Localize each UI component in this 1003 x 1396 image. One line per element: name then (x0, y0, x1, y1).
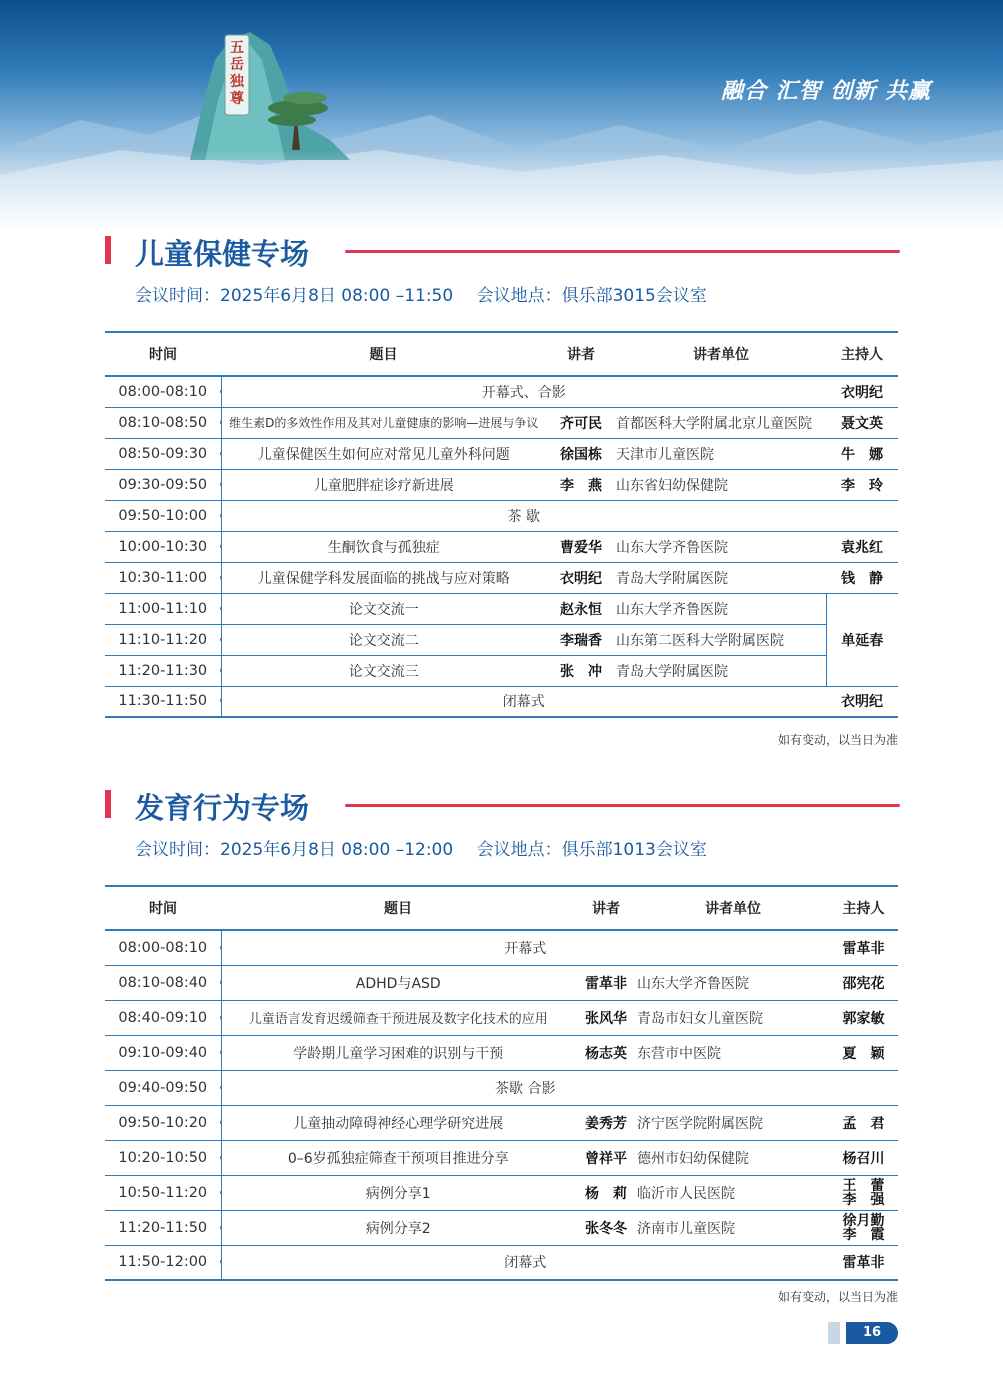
row-host: 单延春 (826, 593, 898, 686)
row-time: 11:00-11:10 (105, 593, 221, 624)
row-host: 邵宪花 (842, 975, 885, 992)
row-time: 11:50-12:00 (105, 1245, 221, 1280)
row-time: 10:50-11:20 (105, 1175, 221, 1210)
table-row (105, 624, 898, 655)
row-unit: 山东大学齐鲁医院 (637, 975, 749, 992)
table-row (105, 1105, 898, 1140)
row-speaker: 杨 莉 (585, 1185, 627, 1202)
row-time: 09:50-10:20 (105, 1105, 221, 1140)
row-speaker: 姜秀芳 (585, 1115, 627, 1132)
row-speaker: 曾祥平 (585, 1150, 627, 1167)
row-host: 郭家敏 (842, 1010, 885, 1027)
section-header-1 (105, 232, 900, 272)
row-time: 08:50-09:30 (105, 438, 221, 469)
meeting-venue: 会议地点：俱乐部1013会议室 (476, 840, 707, 860)
row-time: 10:00-10:30 (105, 531, 221, 562)
schedule-table-1 (105, 331, 898, 718)
page-number-badge (828, 1322, 898, 1344)
row-time: 11:30-11:50 (105, 686, 221, 717)
section-divider (345, 804, 900, 807)
row-host: 袁兆红 (841, 539, 883, 556)
row-time: 09:30-09:50 (105, 469, 221, 500)
row-time: 09:50-10:00 (105, 500, 221, 531)
table-row (105, 593, 898, 624)
row-speaker: 张 冲 (560, 663, 602, 680)
section-accent-bar (105, 236, 111, 264)
section-meta-1 (135, 281, 725, 306)
table-row (105, 965, 898, 1000)
column-header-speaker: 讲者 (567, 347, 595, 363)
row-speaker: 张冬冬 (585, 1220, 627, 1237)
table-row (105, 1035, 898, 1070)
table-row (105, 500, 898, 531)
row-unit: 首都医科大学附属北京儿童医院 (616, 415, 812, 432)
row-host (829, 1210, 898, 1245)
row-speaker: 杨志英 (585, 1045, 627, 1062)
row-host: 李 玲 (841, 477, 883, 494)
logo-stele-text: 五岳独尊 (230, 40, 244, 107)
section-accent-bar (105, 790, 111, 818)
row-host: 杨召川 (842, 1150, 885, 1167)
column-header-speaker: 讲者 (592, 901, 620, 917)
row-topic: 茶 歇 (507, 508, 540, 525)
row-unit: 山东省妇幼保健院 (616, 477, 728, 494)
row-host (829, 1070, 898, 1105)
row-topic: 儿童保健医生如何应对常见儿童外科问题 (257, 446, 510, 463)
table-row (105, 686, 898, 717)
table-row (105, 655, 898, 686)
table-row (105, 1140, 898, 1175)
row-time: 08:00-08:10 (105, 930, 221, 965)
row-topic: 儿童抽动障碍神经心理学研究进展 (293, 1115, 504, 1132)
host-name: 李 强 (842, 1191, 885, 1208)
row-topic: 维生素D的多效性作用及其对儿童健康的影响—进展与争议 (229, 416, 539, 430)
row-time: 08:40-09:10 (105, 1000, 221, 1035)
row-topic: 茶歇 合影 (495, 1080, 556, 1097)
column-header-host: 主持人 (841, 347, 883, 363)
row-topic: 病例分享1 (365, 1185, 431, 1202)
host-name: 王 蕾 (842, 1177, 885, 1194)
row-unit: 天津市儿童医院 (616, 446, 714, 463)
row-host: 衣明纪 (841, 694, 883, 711)
row-unit: 山东大学齐鲁医院 (616, 539, 728, 556)
section-title: 儿童保健专场 (135, 237, 310, 271)
row-unit: 青岛市妇女儿童医院 (637, 1010, 763, 1027)
row-time: 08:00-08:10 (105, 376, 221, 407)
column-header-host: 主持人 (842, 901, 885, 917)
row-time: 11:10-11:20 (105, 624, 221, 655)
row-speaker: 衣明纪 (560, 570, 602, 587)
row-topic: 儿童肥胖症诊疗新进展 (313, 477, 454, 494)
table-row (105, 438, 898, 469)
row-unit: 临沂市人民医院 (637, 1185, 735, 1202)
row-speaker: 赵永恒 (560, 601, 602, 618)
row-unit: 东营市中医院 (637, 1045, 721, 1062)
slogan: 融合 汇智 创新 共赢 (721, 79, 931, 104)
row-topic: 论文交流二 (348, 632, 419, 649)
row-unit: 青岛大学附属医院 (616, 663, 728, 680)
row-time: 08:10-08:40 (105, 965, 221, 1000)
table-row (105, 1175, 898, 1210)
table-header-row (105, 886, 898, 930)
table-row (105, 1070, 898, 1105)
row-speaker: 徐国栋 (560, 446, 602, 463)
column-header-unit: 讲者单位 (705, 901, 761, 917)
row-unit: 青岛大学附属医院 (616, 570, 728, 587)
row-unit: 德州市妇幼保健院 (637, 1150, 749, 1167)
row-topic: 开幕式、合影 (481, 384, 566, 401)
table-row (105, 407, 898, 438)
row-speaker: 张风华 (585, 1010, 627, 1027)
row-speaker: 曹爱华 (560, 539, 602, 556)
change-notice: 如有变动，以当日为准 (777, 1290, 898, 1304)
table-row (105, 1210, 898, 1245)
row-topic: ADHD与ASD (355, 975, 441, 992)
section-header-2 (105, 786, 900, 826)
row-time: 11:20-11:50 (105, 1210, 221, 1245)
row-unit: 济南市儿童医院 (637, 1220, 735, 1237)
row-host (829, 1175, 898, 1210)
row-topic: 闭幕式 (502, 694, 545, 711)
row-host: 钱 静 (841, 570, 883, 587)
row-topic: 生酮饮食与孤独症 (327, 539, 440, 556)
row-topic: 闭幕式 (504, 1255, 547, 1272)
row-topic: 儿童语言发育迟缓筛查干预进展及数字化技术的应用 (248, 1012, 548, 1027)
row-speaker: 齐可民 (560, 415, 602, 432)
table-row (105, 1245, 898, 1280)
page-tab-marker (828, 1322, 840, 1344)
host-name: 李 霞 (842, 1226, 885, 1243)
row-topic: 病例分享2 (365, 1220, 431, 1237)
host-name: 徐月勤 (842, 1212, 885, 1229)
row-host: 衣明纪 (841, 384, 883, 401)
section-title: 发育行为专场 (135, 791, 310, 825)
mountain-landscape-illustration (0, 0, 1003, 230)
row-unit: 山东大学齐鲁医院 (616, 601, 728, 618)
meeting-time: 会议时间：2025年6月8日 08:00 –12:00 (135, 840, 454, 860)
column-header-topic: 题目 (369, 347, 398, 363)
schedule-table-2 (105, 885, 898, 1281)
table-row (105, 562, 898, 593)
table-row (105, 930, 898, 965)
column-header-time: 时间 (149, 901, 177, 917)
column-header-time: 时间 (149, 347, 177, 363)
row-speaker: 雷革非 (585, 975, 627, 992)
row-host: 牛 娜 (841, 446, 883, 463)
table-row (105, 469, 898, 500)
row-host: 孟 君 (842, 1115, 885, 1132)
table-header-row (105, 332, 898, 376)
row-topic: 学龄期儿童学习困难的识别与干预 (293, 1045, 504, 1062)
meeting-time: 会议时间：2025年6月8日 08:00 –11:50 (135, 286, 454, 306)
section-divider (345, 250, 900, 253)
row-unit: 济宁医学院附属医院 (637, 1115, 763, 1132)
row-time: 08:10-08:50 (105, 407, 221, 438)
header-banner (0, 0, 1003, 230)
row-host: 雷革非 (842, 940, 885, 957)
row-host: 夏 颖 (842, 1045, 885, 1062)
row-time: 10:20-10:50 (105, 1140, 221, 1175)
row-unit: 山东第二医科大学附属医院 (616, 632, 784, 649)
row-topic: 论文交流一 (348, 601, 419, 618)
column-header-topic: 题目 (384, 901, 412, 917)
table-row (105, 376, 898, 407)
row-host (826, 500, 898, 531)
meeting-venue: 会议地点：俱乐部3015会议室 (476, 286, 707, 306)
row-time: 11:20-11:30 (105, 655, 221, 686)
table-row (105, 1000, 898, 1035)
row-topic: 0–6岁孤独症筛查干预项目推进分享 (287, 1150, 509, 1167)
row-topic: 儿童保健学科发展面临的挑战与应对策略 (257, 570, 510, 587)
page-number: 16 (846, 1322, 898, 1344)
column-header-unit: 讲者单位 (693, 347, 749, 363)
row-time: 10:30-11:00 (105, 562, 221, 593)
row-time: 09:40-09:50 (105, 1070, 221, 1105)
row-host: 雷革非 (842, 1255, 885, 1272)
table-row (105, 531, 898, 562)
row-topic: 论文交流三 (348, 663, 419, 680)
row-host: 聂文英 (841, 415, 883, 432)
row-speaker: 李 燕 (560, 477, 602, 494)
change-notice: 如有变动，以当日为准 (777, 733, 898, 747)
row-time: 09:10-09:40 (105, 1035, 221, 1070)
row-speaker: 李瑞香 (560, 632, 602, 649)
row-topic: 开幕式 (504, 940, 547, 957)
section-meta-2 (135, 835, 725, 860)
